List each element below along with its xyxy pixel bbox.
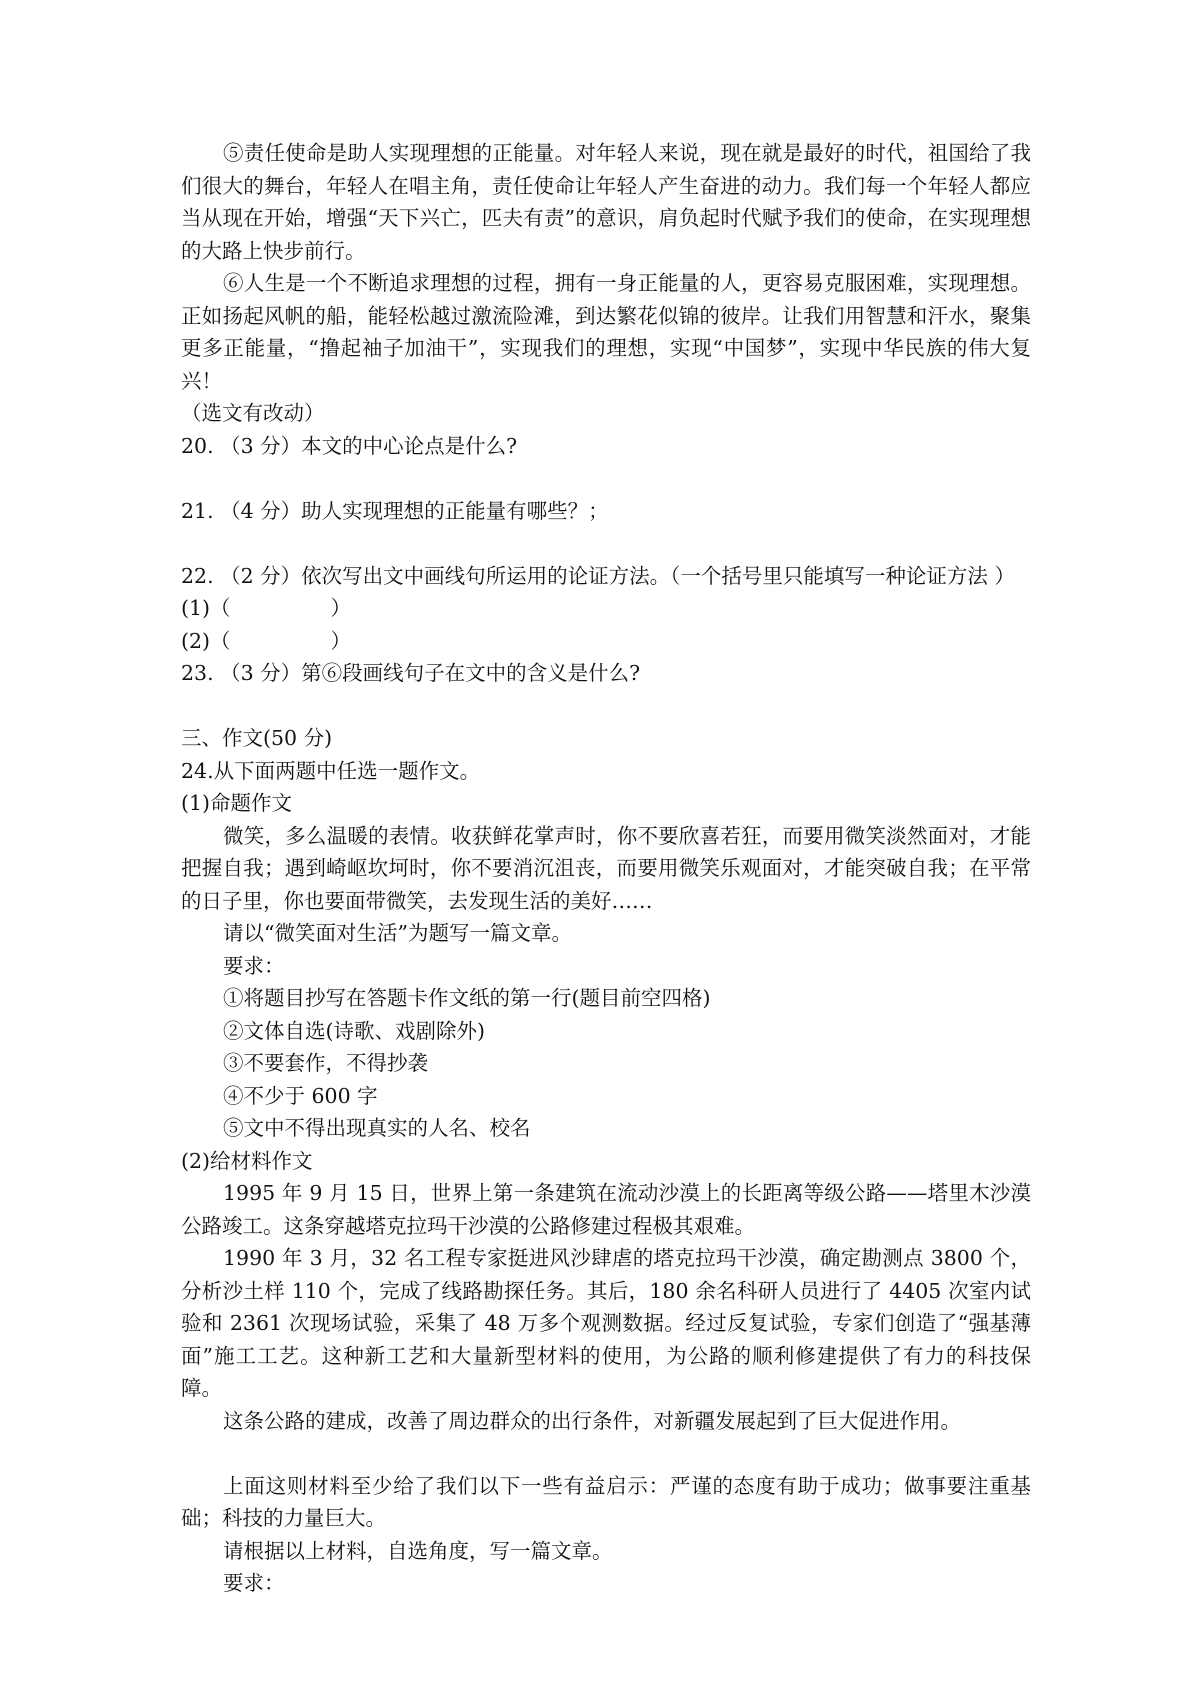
option-2-spacer	[181, 1437, 1031, 1470]
passage-paragraph-5: ⑤责任使命是助人实现理想的正能量。对年轻人来说，现在就是最好的时代，祖国给了我们很大的舞台，年轻人在唱主角，责任使命让年轻人产生奋进的动力。我们每一个年轻人都应当从现在开始，增强“天下兴亡，匹夫有责”的意识，肩负起时代赋予我们的使命，在实现理想的大路上快步前行。	[181, 141, 1031, 263]
option-1-requirements-label: 要求：	[223, 953, 285, 978]
option-1-requirement-2: ②文体自选(诗歌、戏剧除外)	[223, 1018, 485, 1043]
option-1-requirement-5: ⑤文中不得出现真实的人名、校名	[223, 1116, 531, 1140]
question-22-blank-1	[181, 592, 1031, 625]
blank-1-open: (1)（	[181, 596, 231, 620]
answer-space-21	[181, 527, 1031, 560]
page-content	[181, 137, 1031, 1600]
option-1-requirement-1: ①将题目抄写在答题卡作文纸的第一行(题目前空四格)	[223, 986, 711, 1010]
option-1-label: (1)命题作文	[181, 791, 293, 815]
blank-1-close: ）	[330, 596, 352, 620]
question-20: 20. （3 分）本文的中心论点是什么?	[181, 433, 518, 458]
question-23: 23. （3 分）第⑥段画线句子在文中的含义是什么?	[181, 661, 641, 685]
option-2-paragraph-3: 这条公路的建成，改善了周边群众的出行条件，对新疆发展起到了巨大促进作用。	[223, 1408, 961, 1433]
question-22: 22. （2 分）依次写出文中画线句所运用的论证方法。（一个括号里只能填写一种论证方法 ）	[181, 563, 1015, 588]
option-1-intro: 微笑，多么温暖的表情。收获鲜花掌声时，你不要欣喜若狂，而要用微笑淡然面对，才能把握自我；遇到崎岖坎坷时，你不要消沉沮丧，而要用微笑乐观面对，才能突破自我；在平常的日子里，你也要面带微笑，去发现生活的美好……	[181, 823, 1031, 913]
answer-space-23	[181, 690, 1031, 723]
option-2-label: (2)给材料作文	[181, 1148, 313, 1173]
option-2-prompt: 请根据以上材料，自选角度，写一篇文章。	[223, 1538, 613, 1563]
option-1-requirement-4: ④不少于 600 字	[223, 1083, 378, 1108]
composition-section-title: 三、作文(50 分)	[181, 726, 333, 750]
source-note: （选文有改动）	[181, 401, 325, 425]
option-2-paragraph-1: 1995 年 9 月 15 日，世界上第一条建筑在流动沙漠上的长距离等级公路——塔里木沙漠公路竣工。这条穿越塔克拉玛干沙漠的公路修建过程极其艰难。	[181, 1181, 1031, 1238]
passage-paragraph-6: ⑥人生是一个不断追求理想的过程，拥有一身正能量的人，更容易克服困难，实现理想。正如扬起风帆的船，能轻松越过激流险滩，到达繁花似锦的彼岸。让我们用智慧和汗水，聚集更多正能量，“撸起袖子加油干”，实现我们的理想，实现“中国梦”，实现中华民族的伟大复兴！	[181, 271, 1031, 393]
option-2-requirements-label: 要求：	[223, 1571, 285, 1595]
option-1-prompt: 请以“微笑面对生活”为题写一篇文章。	[223, 921, 572, 945]
blank-2-open: (2)（	[181, 628, 231, 653]
blank-2-close: ）	[330, 628, 352, 653]
option-2-paragraph-4: 上面这则材料至少给了我们以下一些有益启示：严谨的态度有助于成功；做事要注重基础；科技的力量巨大。	[181, 1473, 1031, 1530]
option-2-paragraph-2: 1990 年 3 月，32 名工程专家挺进风沙肆虐的塔克拉玛干沙漠，确定勘测点 3800 个，分析沙土样 110 个，完成了线路勘探任务。其后，180 余名科研人员进行了 4405 次室内试验和 2361 次现场试验，采集了 48 万多个观测数据。经过反复试验，专家们创造了“强基薄面”施工工艺。这种新工艺和大量新型材料的使用，为公路的顺利修建提供了有力的科技保障。	[181, 1246, 1031, 1400]
question-21: 21. （4 分）助人实现理想的正能量有哪些？；	[181, 498, 609, 523]
question-22-blank-2	[181, 625, 1031, 658]
option-1-requirement-3: ③不要套作，不得抄袭	[223, 1051, 428, 1075]
question-24: 24.从下面两题中任选一题作文。	[181, 758, 481, 783]
answer-space-20	[181, 462, 1031, 495]
